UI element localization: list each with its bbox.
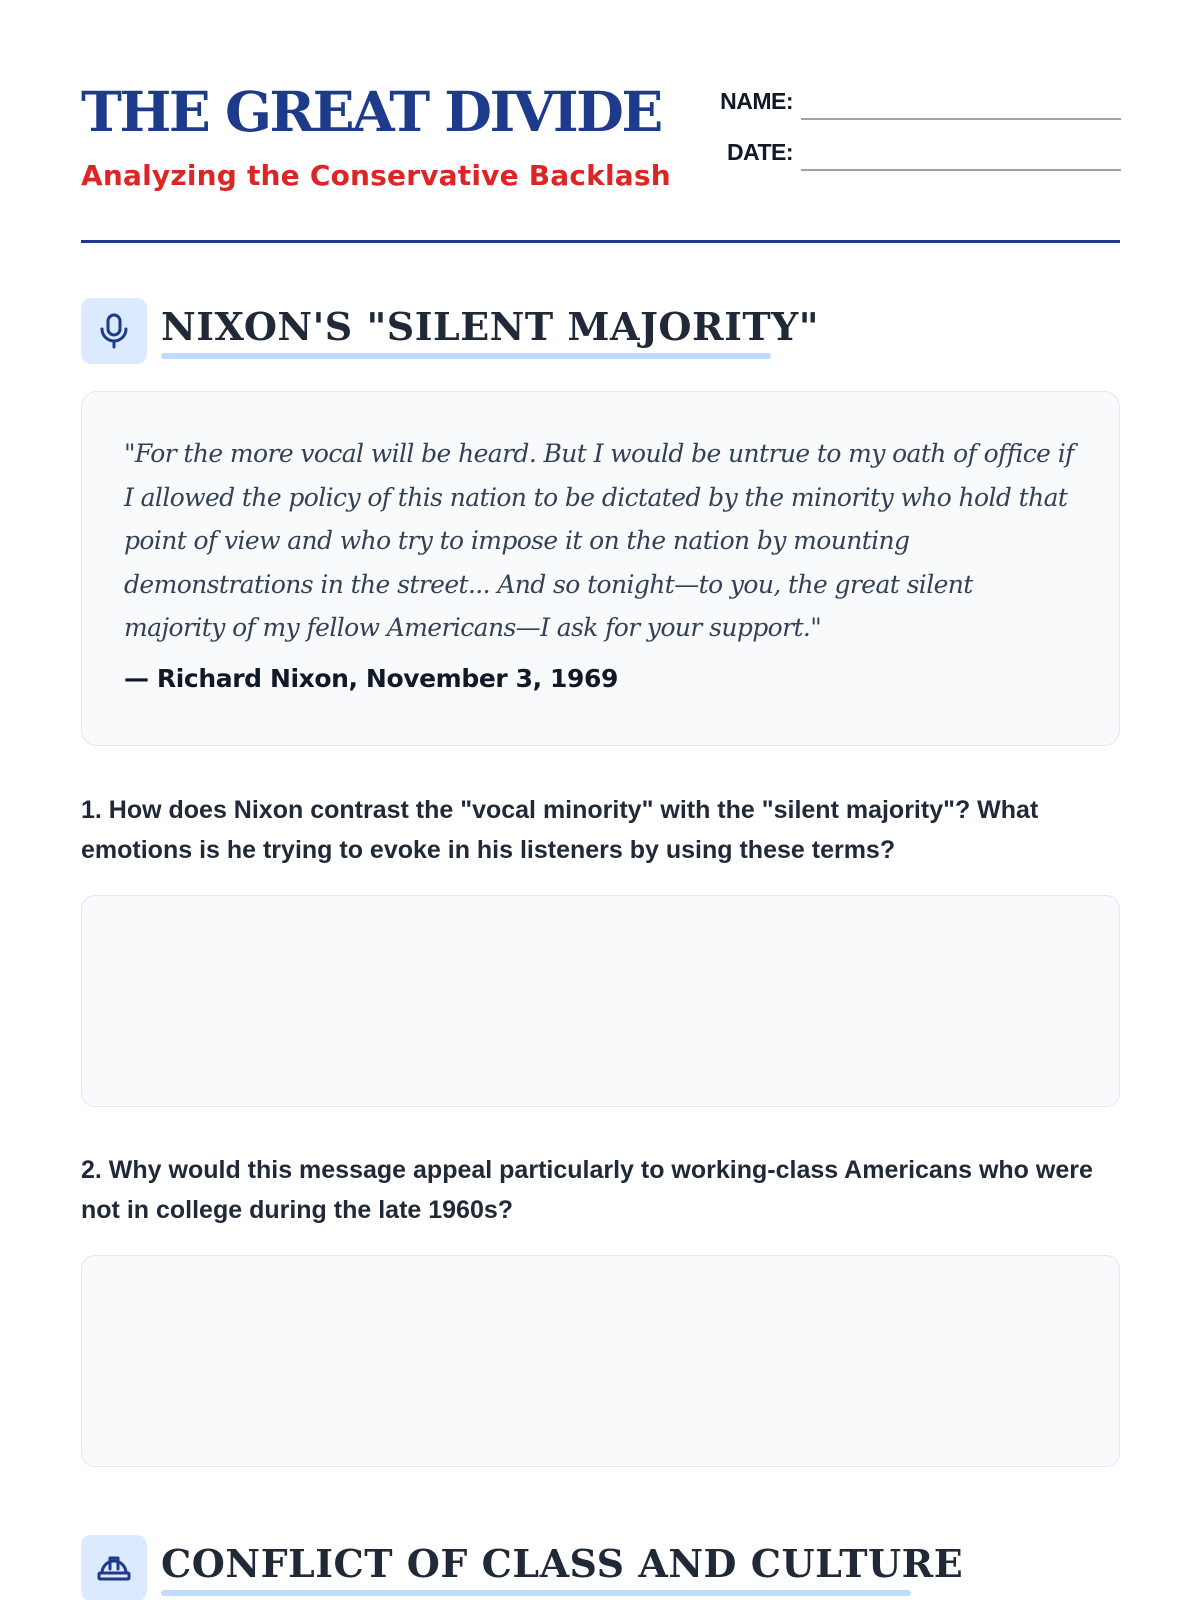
date-label: DATE: — [726, 139, 793, 165]
hard-hat-icon — [81, 1535, 147, 1600]
section-underline — [161, 353, 771, 359]
section-title: CONFLICT OF CLASS AND CULTURE — [161, 1541, 964, 1586]
header-divider — [81, 240, 1120, 243]
worksheet-page — [81, 0, 1120, 1600]
nixon-quote: "For the more vocal will be heard. But I would be untrue to my oath of office if I allowed the policy of this nation to be dictated by the minority who hold that point of view and who try to impose it on the nation by mounting demonstrations in the street... And so tonight—to you, the great silent majority of my fellow Americans—I ask for your support." — [124, 439, 1074, 642]
worksheet-title: THE GREAT DIVIDE — [81, 79, 661, 144]
quote-box — [81, 391, 1120, 746]
quote-attribution: — Richard Nixon, November 3, 1969 — [124, 663, 618, 693]
question-1: 1. How does Nixon contrast the "vocal minority" with the "silent majority"? What emotions is he trying to evoke in his listeners by using these terms? — [81, 796, 1039, 864]
section-underline — [161, 1590, 911, 1596]
answer-box-2[interactable] — [81, 1255, 1120, 1467]
section-header-silent-majority — [81, 298, 1120, 368]
name-field[interactable] — [801, 118, 1121, 120]
answer-box-1[interactable] — [81, 895, 1120, 1107]
worksheet-subtitle: Analyzing the Conservative Backlash — [81, 159, 671, 192]
question-2: 2. Why would this message appeal particularly to working-class Americans who were not in college during the late 1960s? — [81, 1156, 1093, 1224]
name-label: NAME: — [720, 88, 793, 114]
microphone-icon — [81, 298, 147, 364]
date-field[interactable] — [801, 169, 1121, 171]
section-title: NIXON'S "SILENT MAJORITY" — [161, 304, 820, 349]
section-header-class-culture — [81, 1535, 1120, 1600]
worksheet-header — [81, 79, 1120, 242]
